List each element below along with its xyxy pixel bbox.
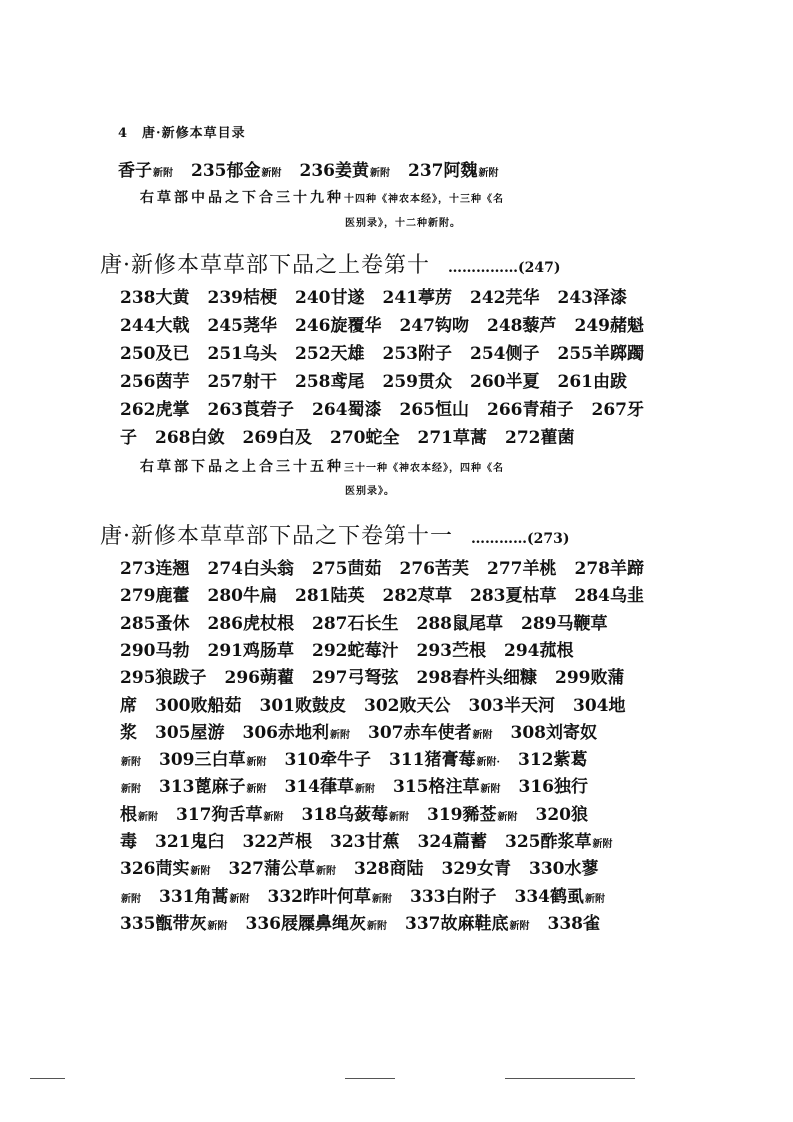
herb-entry (243, 722, 351, 747)
new-addition-mark: 新附 (121, 784, 141, 796)
herb-name: 279鹿藿 (120, 586, 190, 607)
herb-name: 304地 (573, 695, 626, 716)
herb-name: 毒 (120, 832, 137, 852)
herb-name: 311猪膏莓 (389, 750, 476, 771)
herb-entry (191, 160, 282, 185)
herb-name: 319豨莶 (427, 804, 497, 825)
herb-entry (120, 343, 190, 365)
new-addition-mark: 新附 (497, 811, 518, 823)
herb-entry (400, 399, 470, 421)
herb-name: 331角蒿 (159, 886, 229, 907)
new-addition-mark: 新附 (190, 866, 211, 878)
chapter-title: 唐·新修本草草部下品之上卷第十 (100, 253, 430, 278)
entry-line (120, 858, 599, 883)
herb-name: 251乌头 (207, 344, 277, 364)
note-detail: 医别录》。 (345, 486, 395, 497)
herb-entry (159, 886, 250, 911)
herb-entry (120, 749, 141, 774)
herb-entry (120, 722, 137, 747)
chapter-page-ref: …………(273) (471, 531, 570, 547)
herb-name: 262虎掌 (120, 400, 190, 420)
herb-entry (159, 776, 267, 801)
herb-entry (418, 831, 488, 856)
herb-entry (558, 287, 628, 309)
herb-entry (469, 695, 556, 717)
entry-line (120, 913, 600, 938)
herb-name: 301败鼓皮 (259, 695, 346, 716)
herb-entry (575, 585, 645, 607)
herb-name: 237阿魏 (408, 161, 478, 181)
herb-entry (427, 804, 518, 829)
new-addition-mark: 新附 (121, 757, 141, 769)
herb-entry (295, 371, 365, 393)
entry-line (120, 287, 627, 309)
herb-entry (295, 585, 365, 607)
herb-name: 254侧子 (470, 344, 540, 364)
herb-name: 315格注草 (393, 777, 480, 798)
new-addition-mark: 新附 (153, 168, 173, 179)
entry-line (120, 831, 613, 856)
herb-entry (519, 776, 589, 801)
new-addition-mark: 新附 (246, 757, 267, 769)
section-summary-note (140, 187, 504, 207)
herb-entry (575, 315, 645, 337)
entry-line (120, 371, 627, 393)
chapter-heading-11 (100, 519, 569, 550)
herb-entry (518, 749, 588, 774)
herb-name: 259贯众 (382, 372, 452, 392)
herb-name: 席 (120, 695, 137, 716)
herb-entry (120, 695, 137, 717)
section-summary-note (140, 456, 504, 476)
entry-line (120, 585, 644, 607)
herb-name: 245荛华 (207, 316, 277, 336)
herb-name: 根 (120, 804, 137, 825)
herb-entry (120, 287, 190, 309)
herb-name: 324萹蓄 (417, 832, 487, 852)
herb-entry (120, 913, 228, 938)
herb-name: 328商陆 (354, 859, 424, 880)
herb-entry (487, 558, 557, 580)
entry-line (120, 886, 605, 911)
herb-entry (120, 886, 141, 911)
herb-entry (400, 558, 470, 580)
herb-name: 306赤地利 (242, 722, 329, 743)
herb-name: 321鬼臼 (155, 832, 225, 852)
herb-name: 287石长生 (312, 613, 399, 634)
section-summary-note-cont (345, 482, 395, 498)
herb-name: 330水蓼 (529, 859, 599, 880)
herb-name: 子 (120, 428, 137, 448)
herb-name: 303半天河 (468, 695, 555, 716)
herb-name: 318乌蔹莓 (301, 804, 388, 825)
herb-entry (120, 585, 190, 607)
herb-name: 243泽漆 (557, 288, 627, 308)
herb-name: 270蛇全 (330, 428, 400, 448)
new-addition-mark: 新附 (472, 729, 493, 741)
new-addition-mark: 新附 (592, 839, 613, 850)
herb-entry (393, 776, 501, 801)
herb-name: 247钩吻 (399, 316, 469, 336)
herb-entry (118, 160, 173, 185)
herb-entry (548, 913, 601, 938)
running-head (118, 122, 246, 141)
herb-entry (243, 831, 313, 856)
herb-entry (208, 399, 295, 421)
entry-line (120, 640, 574, 662)
herb-entry (558, 371, 628, 393)
herb-entry (120, 667, 207, 689)
entry-line (120, 399, 644, 421)
herb-entry (575, 558, 645, 580)
herb-entry (312, 613, 399, 635)
herb-name: 291鸡肠草 (207, 640, 294, 661)
herb-entry (408, 160, 499, 185)
herb-name: 238大黄 (120, 288, 190, 308)
herb-name: 240甘遂 (295, 288, 365, 308)
herb-name: 260半夏 (470, 372, 540, 392)
herb-name: 307赤车使者 (368, 722, 472, 743)
herb-name: 312紫葛 (517, 750, 588, 771)
herb-name: 280牛扁 (207, 586, 277, 607)
herb-name: 277羊桃 (487, 559, 557, 579)
chapter-title: 唐·新修本草草部下品之下卷第十一 (100, 524, 453, 549)
new-addition-mark: 新附 (389, 811, 409, 823)
herb-entry (120, 399, 190, 421)
entry-line (120, 613, 608, 635)
herb-entry (410, 886, 497, 911)
herb-name: 248藜芦 (487, 316, 557, 336)
herb-entry (120, 640, 190, 662)
scan-artifact (30, 1078, 65, 1079)
page-number: 4 (118, 126, 129, 141)
herb-name: 323甘蕉 (330, 832, 400, 852)
herb-entry (312, 399, 382, 421)
herb-name: 261由跋 (557, 372, 627, 392)
new-addition-mark: 新附 (355, 784, 375, 796)
herb-name: 263莨菪子 (207, 400, 294, 420)
herb-entry (295, 315, 382, 337)
herb-entry (511, 722, 598, 747)
chapter-page-ref: ……………(247) (448, 260, 561, 276)
herb-entry (383, 343, 453, 365)
entry-line (118, 160, 499, 185)
herb-name: 314葎草 (284, 777, 354, 798)
herb-entry (285, 776, 376, 801)
herb-name: 264蜀漆 (312, 400, 382, 420)
herb-name: 272雚菌 (505, 428, 575, 448)
section-summary-note-cont (345, 214, 461, 230)
herb-entry (295, 343, 365, 365)
herb-name: 252天雄 (295, 344, 365, 364)
herb-entry (246, 913, 388, 938)
herb-name: 336屐屧鼻绳灰 (245, 913, 366, 934)
herb-entry (368, 722, 493, 747)
herb-name: 241葶苈 (382, 288, 452, 308)
herb-name: 326茼实 (120, 859, 190, 880)
note-detail: 医别录》，十二种新附。 (345, 218, 461, 229)
herb-name: 325酢浆草 (505, 832, 592, 852)
herb-name: 292蛇莓汁 (312, 640, 399, 661)
herb-entry (383, 371, 453, 393)
entry-line (120, 749, 587, 774)
herb-name: 338雀 (547, 913, 600, 934)
herb-name: 316独行 (518, 777, 588, 798)
herb-entry (389, 749, 500, 774)
herb-entry (330, 427, 400, 449)
herb-name: 253附子 (382, 344, 452, 364)
herb-name: 290马勃 (120, 640, 190, 661)
entry-line (120, 558, 644, 580)
herb-entry (208, 371, 278, 393)
herb-entry (354, 858, 424, 883)
herb-name: 322芦根 (242, 832, 312, 852)
herb-entry (442, 858, 512, 883)
new-addition-mark: 新附 (207, 920, 228, 932)
new-addition-mark: 新附 (246, 784, 267, 796)
herb-entry (120, 371, 190, 393)
herb-name: 285蚤休 (120, 613, 190, 634)
herb-entry (312, 667, 399, 689)
herb-entry (229, 858, 337, 883)
herb-name: 296蒴藋 (224, 668, 294, 689)
new-addition-mark: 新附 (330, 729, 350, 741)
entry-line (120, 804, 588, 829)
herb-name: 271草蒿 (417, 428, 487, 448)
herb-entry (208, 287, 278, 309)
herb-entry (417, 640, 487, 662)
herb-entry (120, 831, 137, 856)
herb-entry (555, 667, 625, 689)
herb-name: 239桔梗 (207, 288, 277, 308)
herb-name: 310牵牛子 (284, 750, 371, 771)
herb-name: 235郁金 (191, 161, 261, 181)
herb-name: 244大戟 (120, 316, 190, 336)
new-addition-mark: 新附 (367, 920, 387, 932)
herb-entry (300, 160, 391, 185)
herb-name: 337故麻鞋底 (405, 913, 509, 934)
entry-line (120, 343, 644, 365)
herb-name: 249赭魁 (574, 316, 644, 336)
scan-artifact (505, 1078, 635, 1079)
herb-name: 309三白草 (159, 750, 246, 771)
herb-entry (536, 804, 589, 829)
herb-name: 308刘寄奴 (510, 722, 597, 743)
herb-entry (364, 695, 451, 717)
herb-entry (159, 749, 267, 774)
herb-entry (383, 287, 453, 309)
herb-entry (260, 695, 347, 717)
herb-entry (470, 343, 540, 365)
scan-artifact (345, 1078, 395, 1079)
note-detail: 十四种《神农本经》，十三种《名 (344, 194, 504, 205)
new-addition-mark: 新附 (585, 893, 605, 905)
herb-entry (120, 427, 137, 449)
herb-name: 257射干 (207, 372, 277, 392)
herb-entry (176, 804, 284, 829)
herb-name: 335甑带灰 (120, 913, 207, 934)
herb-name: 284乌韭 (574, 586, 644, 607)
herb-name: 332昨叶何草 (267, 886, 371, 907)
herb-name: 282荩草 (382, 586, 452, 607)
herb-entry (243, 427, 313, 449)
herb-name: 浆 (120, 722, 137, 743)
new-addition-mark: 新附· (476, 757, 500, 769)
herb-entry (155, 695, 242, 717)
herb-name: 295狼跋子 (120, 668, 207, 689)
herb-entry (405, 913, 530, 938)
herb-name: 300败船茹 (155, 695, 242, 716)
herb-entry (417, 667, 538, 689)
herb-entry (208, 558, 295, 580)
herb-entry (225, 667, 295, 689)
running-title: 唐·新修本草目录 (142, 126, 246, 141)
herb-entry (208, 315, 278, 337)
herb-name: 281陆英 (295, 586, 365, 607)
herb-entry (383, 585, 453, 607)
herb-name: 255羊踯躅 (557, 344, 644, 364)
herb-entry (155, 427, 225, 449)
herb-name: 305屋游 (155, 722, 225, 743)
herb-entry (573, 695, 626, 717)
herb-name: 299败蒲 (555, 668, 625, 689)
herb-entry (285, 749, 372, 774)
herb-name: 289马鞭草 (521, 613, 608, 634)
herb-name: 313蓖麻子 (159, 777, 246, 798)
herb-entry (302, 804, 410, 829)
entry-line (120, 667, 625, 689)
entry-line (120, 776, 588, 801)
herb-entry (120, 776, 141, 801)
new-addition-mark: 新附 (121, 893, 141, 905)
herb-name: 275茴茹 (312, 559, 382, 579)
new-addition-mark: 新附 (370, 168, 390, 179)
herb-name: 276苦芙 (399, 559, 469, 579)
note-detail: 三十一种《神农本经》，四种《名 (344, 463, 504, 474)
note-main: 右草部下品之上合三十五种 (140, 459, 344, 475)
herb-entry (487, 399, 574, 421)
entry-line (120, 695, 626, 717)
note-main: 右草部中品之下合三十九种 (140, 190, 344, 206)
herb-entry (268, 886, 393, 911)
herb-name: 258鸢尾 (295, 372, 365, 392)
herb-name: 274白头翁 (207, 559, 294, 579)
herb-name: 236姜黄 (299, 161, 369, 181)
herb-entry (592, 399, 645, 421)
herb-name: 278羊蹄 (574, 559, 644, 579)
entry-line (120, 427, 575, 449)
herb-entry (208, 343, 278, 365)
herb-entry (505, 427, 575, 449)
herb-entry (558, 343, 645, 365)
herb-entry (155, 722, 225, 747)
herb-name: 265恒山 (399, 400, 469, 420)
new-addition-mark: 新附 (316, 866, 336, 878)
herb-entry (470, 371, 540, 393)
herb-entry (487, 315, 557, 337)
herb-name: 268白敛 (155, 428, 225, 448)
herb-name: 256茵芋 (120, 372, 190, 392)
herb-entry (120, 558, 190, 580)
herb-name: 293苎根 (416, 640, 486, 661)
herb-entry (470, 287, 540, 309)
herb-name: 283夏枯草 (470, 586, 557, 607)
new-addition-mark: 新附 (478, 168, 499, 179)
entry-line (120, 315, 644, 337)
herb-entry (515, 886, 606, 911)
herb-entry (312, 640, 399, 662)
herb-name: 297弓弩弦 (312, 668, 399, 689)
herb-entry (400, 315, 470, 337)
herb-entry (295, 287, 365, 309)
herb-name: 298舂杵头细糠 (416, 668, 537, 689)
herb-entry (312, 558, 382, 580)
chapter-heading-10 (100, 248, 560, 279)
new-addition-mark: 新附 (229, 893, 250, 905)
herb-name: 333白附子 (410, 886, 497, 907)
herb-name: 294菰根 (504, 640, 574, 661)
herb-entry (120, 858, 211, 883)
herb-entry (417, 613, 504, 635)
new-addition-mark: 新附 (480, 784, 501, 796)
new-addition-mark: 新附 (509, 920, 530, 932)
herb-name: 286虎杖根 (207, 613, 294, 634)
herb-name: 320狼 (535, 804, 588, 825)
herb-entry (505, 831, 613, 856)
herb-name: 242芫华 (470, 288, 540, 308)
herb-entry (504, 640, 574, 662)
entry-line (120, 722, 597, 747)
herb-name: 266青葙子 (487, 400, 574, 420)
herb-entry (208, 613, 295, 635)
herb-name: 香子 (118, 161, 152, 181)
herb-name: 302败天公 (364, 695, 451, 716)
herb-name: 329女青 (441, 859, 511, 880)
herb-entry (208, 585, 278, 607)
herb-name: 246旋覆华 (295, 316, 382, 336)
herb-name: 273连翘 (120, 559, 190, 579)
herb-entry (470, 585, 557, 607)
herb-entry (521, 613, 608, 635)
new-addition-mark: 新附 (263, 811, 284, 823)
new-addition-mark: 新附 (261, 168, 282, 179)
herb-entry (529, 858, 599, 883)
new-addition-mark: 新附 (138, 811, 158, 823)
herb-entry (208, 640, 295, 662)
herb-name: 327蒲公草 (228, 859, 315, 880)
herb-entry (155, 831, 225, 856)
herb-entry (120, 613, 190, 635)
new-addition-mark: 新附 (372, 893, 392, 905)
herb-entry (120, 804, 158, 829)
herb-entry (330, 831, 400, 856)
herb-name: 267牙 (591, 400, 644, 420)
herb-name: 288鼠尾草 (416, 613, 503, 634)
herb-name: 250及已 (120, 344, 190, 364)
herb-name: 334鹤虱 (514, 886, 584, 907)
herb-entry (418, 427, 488, 449)
herb-name: 317狗舌草 (176, 804, 263, 825)
herb-name: 269白及 (242, 428, 312, 448)
herb-entry (120, 315, 190, 337)
